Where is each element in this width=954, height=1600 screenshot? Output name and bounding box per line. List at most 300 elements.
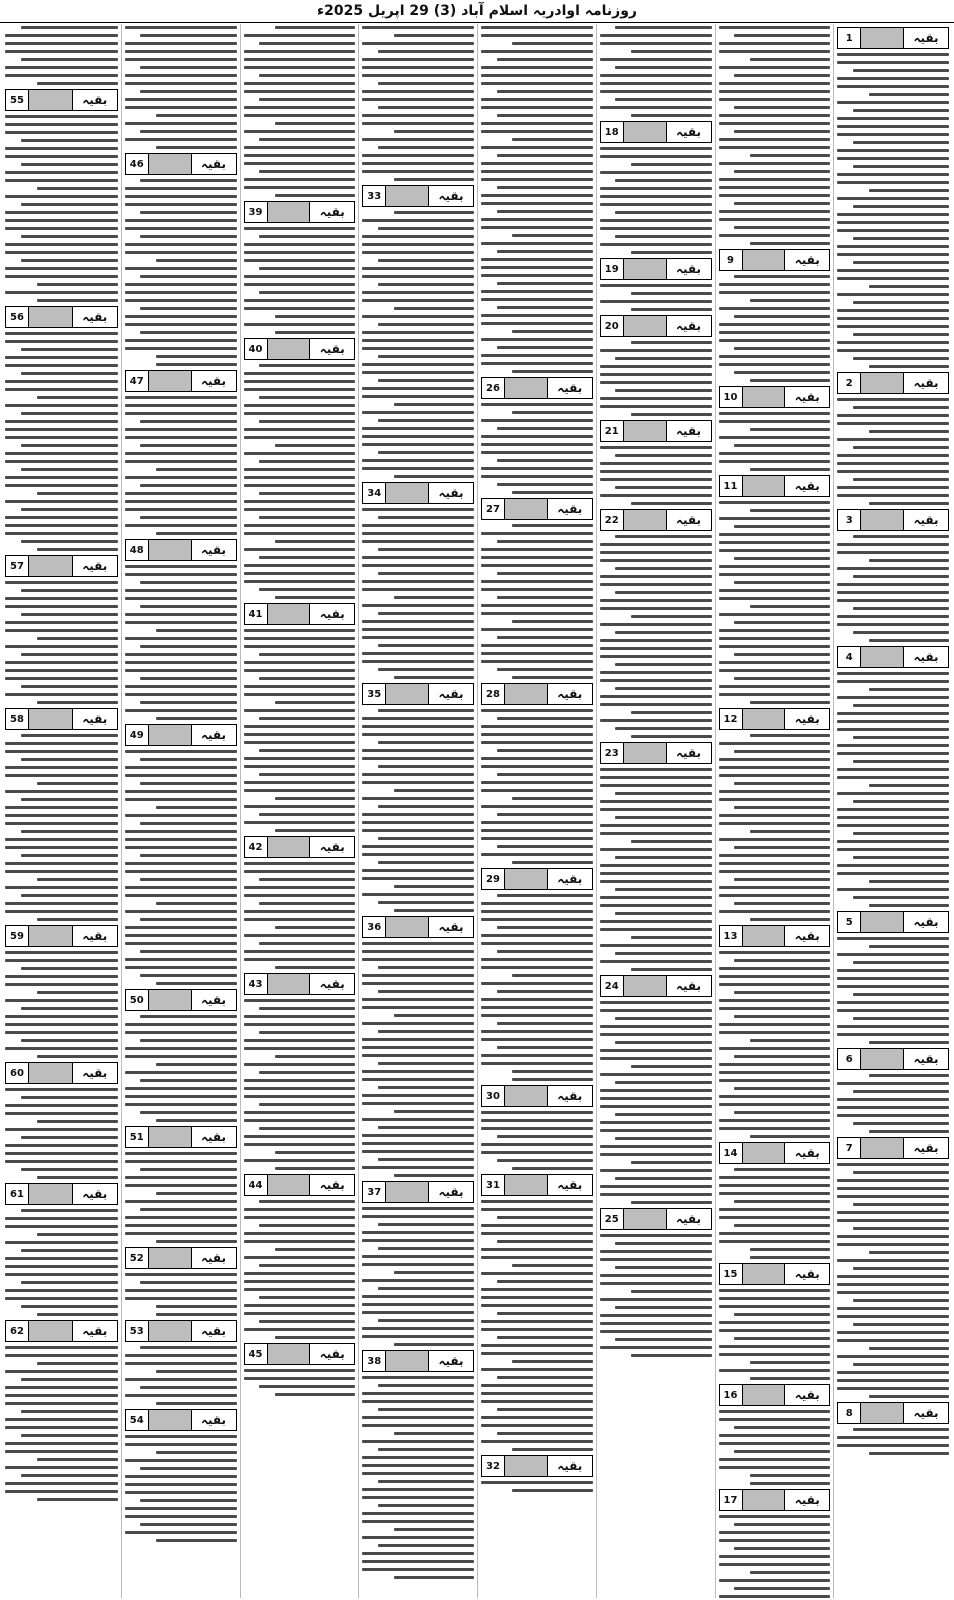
text-line	[125, 323, 237, 326]
text-line	[615, 663, 711, 666]
text-line	[734, 74, 830, 77]
text-line	[631, 711, 711, 714]
text-line	[125, 187, 237, 190]
text-line	[362, 1536, 474, 1539]
text-line	[481, 532, 593, 535]
text-line	[719, 26, 831, 29]
text-line	[244, 548, 356, 551]
text-line	[615, 66, 711, 69]
text-line	[481, 1062, 593, 1065]
text-line	[5, 975, 118, 978]
text-line	[156, 1402, 236, 1405]
text-lines	[481, 1198, 593, 1451]
text-line	[378, 1158, 474, 1161]
text-line	[631, 1161, 711, 1164]
text-line	[719, 162, 831, 165]
label-bar	[743, 1490, 785, 1510]
article-block	[244, 836, 356, 969]
text-line	[362, 339, 474, 342]
text-line	[5, 910, 118, 913]
continuation-number: 52	[126, 1248, 149, 1268]
text-line	[719, 637, 831, 640]
text-line	[837, 398, 949, 401]
text-line	[719, 194, 831, 197]
text-line	[125, 50, 237, 53]
text-line	[719, 1434, 831, 1437]
label-bar	[505, 1456, 547, 1476]
text-line	[5, 983, 118, 986]
text-line	[21, 1136, 118, 1139]
text-line	[244, 1047, 356, 1050]
label-bar	[624, 316, 666, 336]
text-line	[481, 733, 593, 736]
text-line	[600, 1105, 712, 1108]
text-line	[5, 1370, 118, 1373]
text-line	[394, 1432, 474, 1435]
text-line	[837, 792, 949, 795]
text-line	[259, 1296, 355, 1299]
text-line	[631, 308, 711, 311]
text-lines	[5, 732, 118, 921]
text-line	[362, 717, 474, 720]
text-line	[837, 1387, 949, 1390]
text-line	[125, 1152, 237, 1155]
text-line	[125, 1055, 237, 1058]
text-line	[615, 454, 711, 457]
label-bar	[624, 976, 666, 996]
text-line	[719, 1031, 831, 1034]
continuation-word: بقیہ	[428, 483, 473, 503]
text-line	[244, 1272, 356, 1275]
text-line	[600, 227, 712, 230]
text-line	[719, 1579, 831, 1582]
text-lines	[5, 949, 118, 1058]
text-line	[734, 621, 830, 624]
text-line	[600, 944, 712, 947]
text-line	[21, 1039, 118, 1042]
continuation-word: بقیہ	[428, 917, 473, 937]
text-line	[125, 267, 237, 270]
text-line	[853, 69, 949, 72]
text-line	[37, 991, 118, 994]
label-bar	[505, 378, 547, 398]
text-lines	[481, 1109, 593, 1170]
text-line	[719, 1369, 831, 1372]
text-line	[21, 653, 118, 656]
text-line	[734, 846, 830, 849]
text-line	[378, 259, 474, 262]
text-line	[481, 942, 593, 945]
text-line	[394, 307, 474, 310]
text-line	[362, 363, 474, 366]
text-line	[719, 339, 831, 342]
label-bar	[149, 1321, 191, 1341]
text-line	[378, 227, 474, 230]
article-block	[481, 683, 593, 864]
text-line	[362, 1207, 474, 1210]
continuation-number: 7	[838, 1138, 861, 1158]
text-line	[734, 1547, 830, 1550]
text-line	[362, 1102, 474, 1105]
text-line	[600, 1282, 712, 1285]
text-line	[853, 1203, 949, 1206]
continuation-number: 47	[126, 371, 149, 391]
text-line	[5, 1450, 118, 1453]
text-line	[600, 106, 712, 109]
text-line	[362, 427, 474, 430]
text-line	[719, 1515, 831, 1518]
text-lines	[244, 627, 356, 832]
text-line	[497, 636, 593, 639]
text-line	[600, 832, 712, 835]
text-line	[125, 1047, 237, 1050]
text-line	[378, 323, 474, 326]
continuation-label	[125, 1320, 237, 1342]
text-line	[244, 380, 356, 383]
text-line	[378, 1247, 474, 1250]
text-line	[719, 967, 831, 970]
text-line	[719, 854, 831, 857]
text-line	[362, 813, 474, 816]
text-line	[125, 1160, 237, 1163]
text-line	[750, 1256, 830, 1259]
text-line	[512, 861, 592, 864]
text-line	[21, 758, 118, 761]
text-line	[869, 559, 949, 562]
text-line	[837, 245, 949, 248]
text-line	[244, 283, 356, 286]
text-line	[156, 1305, 236, 1308]
label-bar	[268, 974, 310, 994]
text-line	[734, 557, 830, 560]
text-lines	[600, 282, 712, 311]
text-line	[125, 1087, 237, 1090]
text-line	[362, 219, 474, 222]
text-line	[853, 1363, 949, 1366]
text-line	[5, 581, 118, 584]
text-line	[837, 293, 949, 296]
article-block	[837, 1048, 949, 1133]
text-line	[719, 146, 831, 149]
text-line	[21, 259, 118, 262]
text-line	[244, 950, 356, 953]
text-line	[615, 631, 711, 634]
text-line	[481, 829, 593, 832]
text-line	[362, 42, 474, 45]
text-line	[362, 467, 474, 470]
text-line	[140, 331, 236, 334]
text-line	[244, 259, 356, 262]
text-line	[837, 591, 949, 594]
text-line	[719, 90, 831, 93]
article-block	[600, 258, 712, 311]
text-line	[125, 621, 237, 624]
text-line	[719, 1305, 831, 1308]
text-line	[481, 1344, 593, 1347]
text-line	[719, 613, 831, 616]
article-block	[5, 24, 118, 85]
text-line	[140, 1208, 236, 1211]
text-line	[5, 886, 118, 889]
text-line	[378, 1062, 474, 1065]
article-block	[362, 185, 474, 478]
label-bar	[386, 1351, 428, 1371]
label-bar	[861, 373, 903, 393]
text-line	[244, 629, 356, 632]
text-line	[481, 451, 593, 454]
text-line	[125, 476, 237, 479]
text-line	[244, 58, 356, 61]
text-line	[600, 1234, 712, 1237]
text-line	[481, 362, 593, 365]
text-column	[121, 24, 240, 1598]
text-line	[259, 291, 355, 294]
continuation-number: 18	[601, 122, 624, 142]
text-line	[394, 403, 474, 406]
text-line	[21, 613, 118, 616]
text-line	[21, 1474, 118, 1477]
text-line	[837, 615, 949, 618]
continuation-number: 20	[601, 316, 624, 336]
text-line	[512, 491, 592, 494]
text-line	[837, 816, 949, 819]
text-line	[244, 388, 356, 391]
text-line	[719, 1345, 831, 1348]
text-line	[600, 583, 712, 586]
text-line	[244, 685, 356, 688]
text-line	[837, 470, 949, 473]
text-line	[600, 559, 712, 562]
text-line	[5, 1297, 118, 1300]
text-line	[481, 26, 593, 29]
text-line	[5, 870, 118, 873]
text-line	[631, 413, 711, 416]
text-line	[259, 653, 355, 656]
text-line	[125, 1289, 237, 1292]
text-line	[244, 532, 356, 535]
text-line	[615, 1113, 711, 1116]
text-line	[600, 599, 712, 602]
text-line	[481, 1288, 593, 1291]
text-lines	[837, 1426, 949, 1455]
text-line	[734, 347, 830, 350]
text-lines	[125, 394, 237, 535]
text-line	[853, 1299, 949, 1302]
continuation-number: 51	[126, 1127, 149, 1147]
article-block	[362, 1350, 474, 1579]
text-line	[719, 1418, 831, 1421]
text-line	[244, 468, 356, 471]
text-line	[512, 974, 592, 977]
text-line	[837, 1082, 949, 1085]
text-line	[734, 1587, 830, 1590]
continuation-number: 21	[601, 421, 624, 441]
text-line	[125, 653, 237, 656]
text-line	[5, 693, 118, 696]
continuation-label	[481, 377, 593, 399]
text-line	[125, 1273, 237, 1276]
text-line	[734, 226, 830, 229]
text-line	[481, 556, 593, 559]
text-line	[362, 162, 474, 165]
continuation-label	[125, 370, 237, 392]
text-line	[869, 285, 949, 288]
text-lines	[719, 1166, 831, 1259]
continuation-label	[837, 1402, 949, 1424]
continuation-number: 38	[363, 1351, 386, 1371]
text-line	[481, 314, 593, 317]
text-line	[21, 854, 118, 857]
text-column	[358, 24, 477, 1598]
continuation-word: بقیہ	[666, 259, 711, 279]
text-line	[481, 162, 593, 165]
text-lines	[481, 892, 593, 1081]
text-line	[244, 1015, 356, 1018]
text-line	[37, 1498, 118, 1501]
text-line	[719, 98, 831, 101]
text-line	[853, 141, 949, 144]
text-line	[21, 1281, 118, 1284]
text-line	[837, 1187, 949, 1190]
text-line	[125, 1184, 237, 1187]
text-line	[378, 419, 474, 422]
text-line	[125, 1354, 237, 1357]
text-line	[156, 717, 236, 720]
continuation-word: بقیہ	[666, 122, 711, 142]
text-line	[5, 1225, 118, 1228]
text-line	[394, 1343, 474, 1346]
text-line	[362, 1046, 474, 1049]
text-lines	[362, 209, 474, 478]
text-line	[600, 349, 712, 352]
text-line	[125, 774, 237, 777]
text-lines	[125, 24, 237, 149]
text-line	[481, 1151, 593, 1154]
text-line	[5, 115, 118, 118]
text-line	[600, 1274, 712, 1277]
article-block	[600, 24, 712, 117]
text-line	[750, 468, 830, 471]
text-line	[5, 1386, 118, 1389]
text-line	[497, 1046, 593, 1049]
text-line	[481, 966, 593, 969]
continuation-number: 13	[720, 926, 743, 946]
text-line	[734, 1200, 830, 1203]
text-line	[869, 1347, 949, 1350]
text-line	[362, 829, 474, 832]
text-line	[125, 347, 237, 350]
text-line	[837, 977, 949, 980]
label-bar	[268, 1344, 310, 1364]
text-line	[734, 1224, 830, 1227]
continuation-number: 53	[126, 1321, 149, 1341]
text-line	[5, 846, 118, 849]
continuation-number: 50	[126, 990, 149, 1010]
text-line	[837, 85, 949, 88]
text-line	[37, 1233, 118, 1236]
text-line	[734, 959, 830, 962]
label-bar	[505, 869, 547, 889]
text-line	[837, 1033, 949, 1036]
text-line	[244, 958, 356, 961]
continuation-word: بقیہ	[547, 1086, 592, 1106]
continuation-label	[600, 975, 712, 997]
text-line	[5, 838, 118, 841]
continuation-word: بقیہ	[547, 1175, 592, 1195]
text-line	[719, 975, 831, 978]
continuation-number: 39	[245, 202, 268, 222]
continuation-number: 37	[363, 1182, 386, 1202]
text-lines	[5, 1086, 118, 1179]
text-line	[394, 1528, 474, 1531]
text-line	[244, 870, 356, 873]
article-block	[837, 1402, 949, 1455]
text-line	[394, 596, 474, 599]
text-column	[596, 24, 715, 1598]
text-line	[719, 1063, 831, 1066]
text-line	[497, 306, 593, 309]
text-line	[719, 283, 831, 286]
text-line	[362, 299, 474, 302]
text-line	[125, 106, 237, 109]
text-line	[362, 1166, 474, 1169]
continuation-word: بقیہ	[547, 684, 592, 704]
text-lines	[719, 1408, 831, 1485]
text-line	[734, 653, 830, 656]
text-line	[140, 645, 236, 648]
text-line	[5, 364, 118, 367]
text-line	[259, 942, 355, 945]
text-line	[244, 765, 356, 768]
text-line	[5, 597, 118, 600]
text-line	[750, 428, 830, 431]
text-line	[719, 798, 831, 801]
text-line	[481, 50, 593, 53]
text-line	[37, 1120, 118, 1123]
text-line	[362, 1496, 474, 1499]
text-line	[244, 934, 356, 937]
text-line	[125, 283, 237, 286]
label-bar	[268, 837, 310, 857]
text-line	[719, 758, 831, 761]
text-line	[497, 250, 593, 253]
article-block	[837, 1137, 949, 1398]
text-line	[140, 950, 236, 953]
text-line	[362, 821, 474, 824]
text-line	[378, 146, 474, 149]
text-line	[140, 918, 236, 921]
text-line	[837, 101, 949, 104]
text-line	[125, 315, 237, 318]
continuation-label	[837, 27, 949, 49]
text-line	[631, 840, 711, 843]
text-line	[5, 74, 118, 77]
text-line	[719, 1095, 831, 1098]
article-block	[719, 1384, 831, 1485]
text-line	[600, 575, 712, 578]
text-line	[837, 768, 949, 771]
text-lines	[719, 499, 831, 704]
text-line	[5, 275, 118, 278]
text-line	[837, 969, 949, 972]
text-line	[362, 1472, 474, 1475]
text-line	[837, 269, 949, 272]
continuation-label	[244, 338, 356, 360]
continuation-word: بقیہ	[191, 540, 236, 560]
text-line	[481, 178, 593, 181]
text-line	[378, 50, 474, 53]
text-line	[125, 1443, 237, 1446]
